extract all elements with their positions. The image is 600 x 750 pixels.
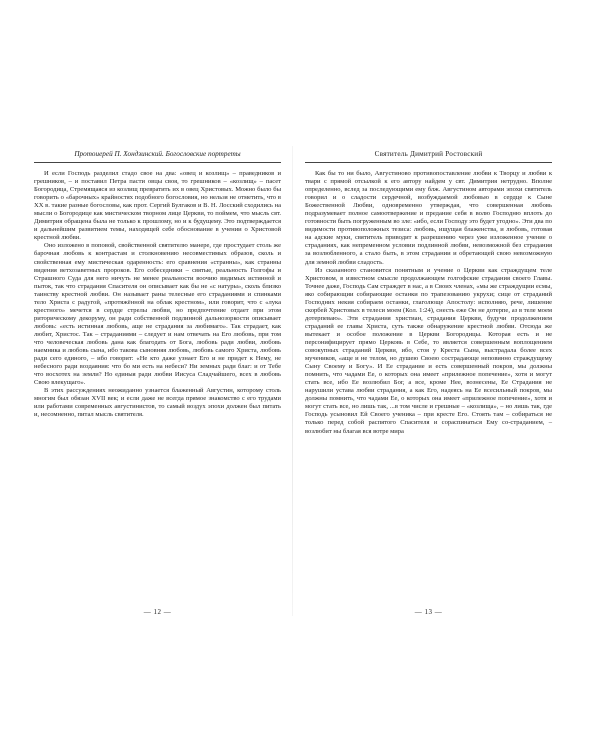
body-text-left	[34, 170, 281, 419]
paragraph: Как бы то ни было, Августиново противопоставление любви к Творцу и любви к твари с прямой отсылкой к его автору найдем у свт. Димитрия нетрудно. Вполне определенно, вслед за последующими ему блж. Августином авторами эпохи святитель говорил и о сладости сердечной, возбуждаемой любовью в сердце к Сыне Божественной Любви, одновременно утверждая, что совершенная любовь подразумевает полное самоотвержение и предание себя в волю Господню вплоть до готовности быть погруженным во зле: «ибо, если Господу это будет угодно». Эти два по видимости противоположных тезиса: любовь, ищущая блаженства, и любовь, готовая на адские муки, святитель приводит к разрешению через уже изложенное учение о страданиях, как непременном условии подлинной любви, невозможной без страдания за возлюбленного, а стало быть, в этом страдании и обретающей свою невозможную для земной любви сладость.	[305, 170, 552, 266]
paragraph: Оно изложено в поповой, свойственной святителю манере, где простудает столь же барочная любовь к контрастам и столкновению несовместимых образов, сколь и свойственная ему мистическая одаренность: его сравнения «странны», как странны видения ветхозаветных пророков. Его собеседники – святые, реальность Голгофы и Страшного Суда для него ничуть не менее реальности воочию видимых истинной и пыток, так что страдания Спасителя он описывает как бы не «с натуры», сколь близко таинству крестной любви. Он называет раны телесные его страданиями и спинками тело Христа с радугой, «протяжённой на облак крестном», или говорит, что с «лука крестного» мечется в сердце стрелы любви, но предпочтение отдает при этом риторическому декоруму, он ради собственной подлинной дальнозоркости опиcывает любовь: «есть истинная любовь, аще не страдания за любимаго». Так страдает, как любит, Христос. Так – страданиями – следует и нам отвечать на Его любовь, при том что человеческая любовь дана как благодать от Бога, любовь ради любви, любовь наемника и любовь сына, ибо такова сыновняя любовь, любовь самого Христа, любовь ради сего единого, – ибо говорит: «Не кто даже узнает Его и не придет к Нему, не небесного ради воздаяния: что бо ми есть на небеси? Ни земных ради благ: и от Тебе что восхотех на земли? Но единыя ради любви Иисуса Сладчайшего, всех в любовь Свою влекущаго».	[34, 242, 281, 387]
page-number-right: — 13 —	[414, 608, 443, 616]
book-gutter	[292, 146, 293, 616]
right-page	[305, 150, 552, 615]
running-head-left: Протоиерей П. Хондзинский. Богословские портреты	[34, 150, 281, 163]
page-number-left: — 12 —	[143, 608, 172, 616]
paragraph: В этих рассуждениях неожиданно узнается блаженный Августин, которому столь многим был обязан XVII век; и если даже не всегда прямое знакомство с его трудами или работами современных августинистов, то самый воздух эпохи должен был питать и, несомненно, питал мысль святителя.	[34, 387, 281, 419]
body-text-right	[305, 170, 552, 436]
running-head-right: Святитель Димитрий Ростовский	[305, 150, 552, 163]
paragraph: Из сказанного становится понятным и учение о Церкви как страждущем теле Христовом, в известном смысле продолжающем голгофские страдания своего Главы. Точнее даже, Господь Сам страждет в нас, а в Своих членах, «мы же страждущии есмы, яко собирающии собирающие останки по трапезованию укрухи; сице от страданий Господних некия собираем останки, глаголюще Апостолу: исполняю, рече, лишение скорбей Христовых в телеси моем (Кол. 1:24), снесть еже Он не дотерпе, аз в теле моем дотерпеваю». Эти страдания христиан, страдания Церкви, будучи продолжением страданий ее главы Христа, суть также обнаружение крестной любви. Отсюда же вытекает и особое положение в Церкви Богородицы. Которая есть и не персонифицирует прямо Церковь в Себе, то является совершенным воплощением совокупных страданий Церкви, ибо, стоя у Креста Сына, выстрадала более всех мучеников, «аще и не телом, но душею Своею сострадающе неповинно страждущему Сыну Своему и Богу». И Ее страдание и есть совершенный покров, мы должны помнить, что чадами Ее, о которых она имеет «прилежное попечение», хотя и могут стать все, ибо Ее возлюбил Бог, а все, кроме Нее, вознесены, Ее Страдания не нарушили устава любви страдания, а как Его, надеясь на Ее всесильный покров, мы должны помнить, что чадами Ее, о которых она имеет «прилежное попечение», хотя и могут стать все, но лишь так, ...в том числе и грешные – «козлища», – но лишь так, где Господь усыновил Ей Своего ученика – при кресте Его. Стоять там – собираться не только перед собой распятого Спасителя и сораспинаться Ему со-страданием, – возлюбит ны благая вся вотре мира	[305, 266, 552, 435]
book-spread	[34, 150, 574, 615]
paragraph: И если Господь разделил стадо свое на два: «овец и козлищ» – праведников и грешников, – и поставил Петра пасти овцы своя, то грешников – «козлищ» – пасет Богородица, Стремящаяся из козлищ превратить их в овец Христовых. Можно было бы говорить о «барочных» крайностях подобного богословия, но нельзя не отметить, что в XX в. такие разные богословы, как прот. Сергий Булгаков и В. Н. Лосский сходились на мысли о Богородице как мистическом творном лице Церкви, то поймем, что мысль свт. Димитрия обращена была не только к прошлому, но и к будущему. Это подтверждается и дальнейшим развитием темы, находящей себе обоснование в учении о Христовой крестной любви.	[34, 170, 281, 242]
left-page	[34, 150, 281, 615]
